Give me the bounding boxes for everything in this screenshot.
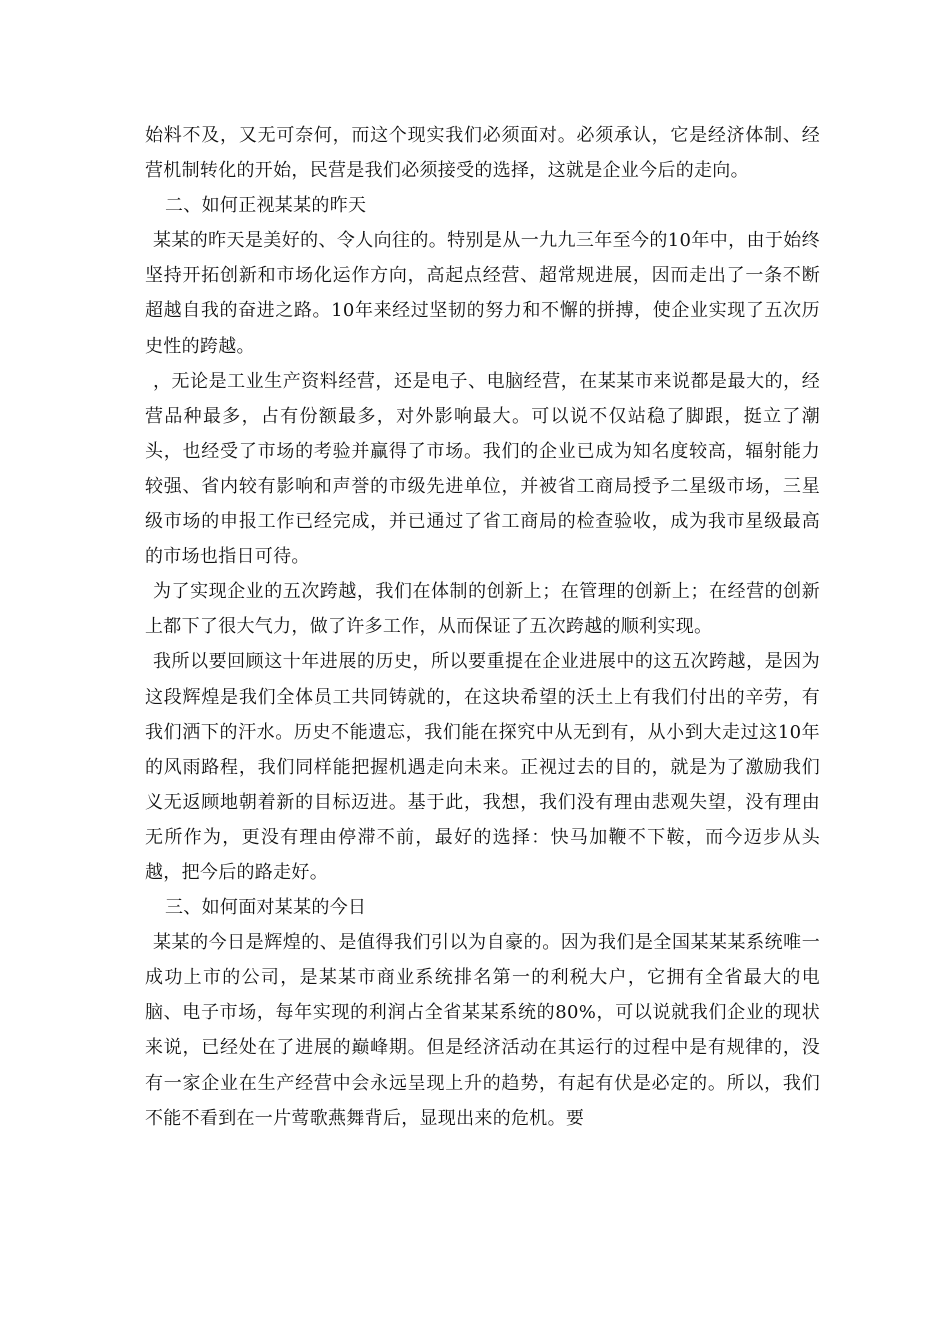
document-body	[145, 118, 820, 1136]
paragraph-market-position: ，无论是工业生产资料经营，还是电子、电脑经营，在某某市来说都是最大的，经营品种最多，占有份额最多，对外影响最大。可以说不仅站稳了脚跟，挺立了潮头，也经受了市场的考验并赢得了市场。我们的企业已成为知名度较高，辐射能力较强、省内较有影响和声誉的市级先进单位，并被省工商局授予二星级市场，三星级市场的申报工作已经完成，并已通过了省工商局的检查验收，成为我市星级最高的市场也指日可待。	[145, 370, 820, 568]
paragraph-review-history: 我所以要回顾这十年进展的历史，所以要重提在企业进展中的这五次跨越，是因为这段辉煌是我们全体员工共同铸就的，在这块希望的沃土上有我们付出的辛劳，有我们洒下的汗水。历史不能遗忘，我们能在探究中从无到有，从小到大走过这10年的风雨路程，我们同样能把握机遇走向未来。正视过去的目的，就是为了激励我们义无返顾地朝着新的目标迈进。基于此，我想，我们没有理由悲观失望，没有理由无所作为，更没有理由停滞不前，最好的选择：快马加鞭不下鞍，而今迈步从头越，把今后的路走好。	[145, 651, 820, 883]
paragraph-intro-continuation: 始料不及，又无可奈何，而这个现实我们必须面对。必须承认，它是经济体制、经营机制转化的开始，民营是我们必须接受的选择，这就是企业今后的走向。	[145, 125, 820, 182]
section-heading-today: 三、如何面对某某的今日	[165, 897, 367, 919]
paragraph-yesterday-overview: 某某的昨天是美好的、令人向往的。特别是从一九九三年至今的10年中，由于始终坚持开拓创新和市场化运作方向，高起点经营、超常规进展，因而走出了一条不断超越自我的奋进之路。10年来经过坚韧的努力和不懈的拼搏，使企业实现了五次历史性的跨越。	[145, 230, 820, 357]
section-heading-yesterday: 二、如何正视某某的昨天	[165, 195, 367, 217]
paragraph-today-overview: 某某的今日是辉煌的、是值得我们引以为自豪的。因为我们是全国某某某系统唯一成功上市的公司，是某某市商业系统排名第一的利税大户，它拥有全省最大的电脑、电子市场，每年实现的利润占全省某某系统的80%，可以说就我们企业的现状来说，已经处在了进展的巅峰期。但是经济活动在其运行的过程中是有规律的，没有一家企业在生产经营中会永远呈现上升的趋势，有起有伏是必定的。所以，我们不能不看到在一片莺歌燕舞背后，显现出来的危机。要	[145, 932, 820, 1129]
paragraph-five-leaps: 为了实现企业的五次跨越，我们在体制的创新上；在管理的创新上；在经营的创新上都下了很大气力，做了许多工作，从而保证了五次跨越的顺利实现。	[145, 581, 820, 638]
